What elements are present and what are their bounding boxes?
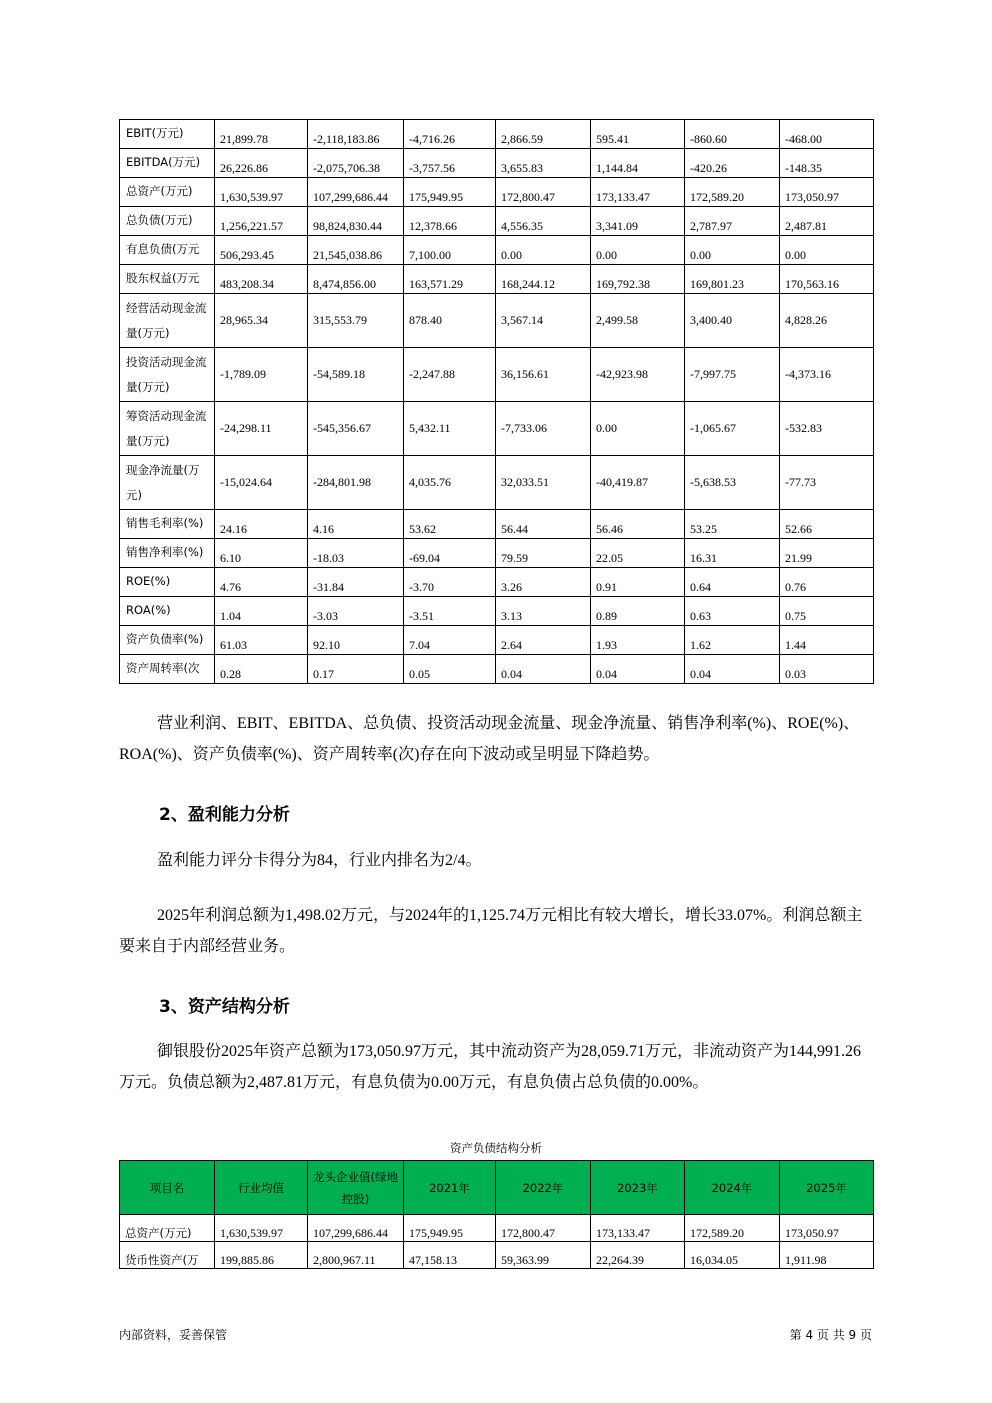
table-cell: 4,035.76 [404, 456, 496, 510]
table-cell: 28,965.34 [215, 294, 308, 348]
table-cell: -284,801.98 [308, 456, 404, 510]
table-cell: 53.25 [685, 510, 780, 539]
table-cell: 59,363.99 [496, 1242, 591, 1269]
table-cell: -148.35 [780, 149, 874, 178]
table-row [120, 178, 874, 207]
table-cell: 4.16 [308, 510, 404, 539]
asset-structure-paragraph [119, 1036, 875, 1098]
table-cell: 107,299,686.44 [308, 1215, 404, 1242]
table-cell: -860.60 [685, 120, 780, 149]
table-cell: 7.04 [404, 626, 496, 655]
table-cell: 1.62 [685, 626, 780, 655]
table-row [120, 402, 874, 456]
table-cell: 79.59 [496, 539, 591, 568]
table-cell: 6.10 [215, 539, 308, 568]
table-cell: 7,100.00 [404, 236, 496, 265]
table-cell: 0.04 [685, 655, 780, 684]
row-label: 总资产(万元) [120, 1215, 215, 1242]
table-cell: 3,341.09 [591, 207, 685, 236]
table-cell: -7,733.06 [496, 402, 591, 456]
table-cell: 199,885.86 [215, 1242, 308, 1269]
table-cell: 1.44 [780, 626, 874, 655]
section-heading-asset-structure: 3、资产结构分析 [159, 997, 290, 1017]
table-cell: -77.73 [780, 456, 874, 510]
table-cell: 2,866.59 [496, 120, 591, 149]
profit-growth-paragraph [119, 900, 875, 962]
row-label: 股东权益(万元 [120, 265, 215, 294]
row-label: 总负债(万元) [120, 207, 215, 236]
row-label: 筹资活动现金流量(万元) [120, 402, 215, 456]
table-cell: 878.40 [404, 294, 496, 348]
table-cell: 0.17 [308, 655, 404, 684]
table-cell: 61.03 [215, 626, 308, 655]
table-cell: -2,247.88 [404, 348, 496, 402]
table-cell: 0.76 [780, 568, 874, 597]
balance-structure-table [119, 1160, 874, 1269]
table-cell: 1,630,539.97 [215, 178, 308, 207]
table-cell: -2,075,706.38 [308, 149, 404, 178]
table-cell: 0.00 [780, 236, 874, 265]
table-cell: 0.03 [780, 655, 874, 684]
financial-indicators-table [119, 119, 874, 684]
table-cell: 47,158.13 [404, 1242, 496, 1269]
table-cell: 0.75 [780, 597, 874, 626]
table-cell: -3.70 [404, 568, 496, 597]
table-cell: 16,034.05 [685, 1242, 780, 1269]
table-cell: 173,133.47 [591, 1215, 685, 1242]
row-label: ROE(%) [120, 568, 215, 597]
row-label: 销售毛利率(%) [120, 510, 215, 539]
table-cell: 52.66 [780, 510, 874, 539]
table-cell: 1,144.84 [591, 149, 685, 178]
table-cell: 3.13 [496, 597, 591, 626]
table-cell: 173,050.97 [780, 178, 874, 207]
table-cell: 2.64 [496, 626, 591, 655]
table-cell: -420.26 [685, 149, 780, 178]
table-cell: 1,911.98 [780, 1242, 874, 1269]
table-cell: 506,293.45 [215, 236, 308, 265]
table-cell: 5,432.11 [404, 402, 496, 456]
table-cell: 1,630,539.97 [215, 1215, 308, 1242]
table-cell: 2,787.97 [685, 207, 780, 236]
table-row [120, 236, 874, 265]
row-label: 销售净利率(%) [120, 539, 215, 568]
table-cell: 483,208.34 [215, 265, 308, 294]
table-row [120, 626, 874, 655]
table-cell: -1,789.09 [215, 348, 308, 402]
table-cell: 172,589.20 [685, 178, 780, 207]
footer-page-number: 第 4 页 共 9 页 [789, 1328, 872, 1342]
table-cell: 21,899.78 [215, 120, 308, 149]
row-label: 货币性资产(万 [120, 1242, 215, 1269]
table-cell: 163,571.29 [404, 265, 496, 294]
table-cell: 2,800,967.11 [308, 1242, 404, 1269]
table-row [120, 120, 874, 149]
table-cell: -15,024.64 [215, 456, 308, 510]
table-cell: -545,356.67 [308, 402, 404, 456]
table-cell: 0.00 [591, 402, 685, 456]
table-cell: 4,828.26 [780, 294, 874, 348]
row-label: 有息负债(万元 [120, 236, 215, 265]
table-row [120, 207, 874, 236]
column-header: 2022年 [496, 1161, 591, 1215]
table-cell: 0.00 [496, 236, 591, 265]
table-cell: 0.00 [591, 236, 685, 265]
table-cell: 0.89 [591, 597, 685, 626]
table-cell: 0.91 [591, 568, 685, 597]
table-cell: 32,033.51 [496, 456, 591, 510]
column-header: 2024年 [685, 1161, 780, 1215]
table-cell: 2,487.81 [780, 207, 874, 236]
table-row [120, 265, 874, 294]
row-label: ROA(%) [120, 597, 215, 626]
profitability-score-paragraph [119, 845, 875, 876]
table-cell: 0.64 [685, 568, 780, 597]
table-cell: 0.04 [591, 655, 685, 684]
table-cell: 12,378.66 [404, 207, 496, 236]
table-cell: 107,299,686.44 [308, 178, 404, 207]
table-cell: 175,949.95 [404, 1215, 496, 1242]
section-heading-profitability: 2、盈利能力分析 [159, 805, 290, 825]
table-cell: 315,553.79 [308, 294, 404, 348]
table-cell: 3.26 [496, 568, 591, 597]
table-cell: -42,923.98 [591, 348, 685, 402]
table-cell: 56.46 [591, 510, 685, 539]
table-cell: 173,050.97 [780, 1215, 874, 1242]
row-label: 资产负债率(%) [120, 626, 215, 655]
table-cell: -7,997.75 [685, 348, 780, 402]
table-cell: 3,400.40 [685, 294, 780, 348]
table-cell: 98,824,830.44 [308, 207, 404, 236]
table-cell: -4,716.26 [404, 120, 496, 149]
table-cell: -40,419.87 [591, 456, 685, 510]
table-cell: 24.16 [215, 510, 308, 539]
table-cell: 2,499.58 [591, 294, 685, 348]
table-cell: -54,589.18 [308, 348, 404, 402]
table-cell: 3,655.83 [496, 149, 591, 178]
table-cell: 0.05 [404, 655, 496, 684]
column-header: 2023年 [591, 1161, 685, 1215]
table-row [120, 655, 874, 684]
table-row [120, 456, 874, 510]
table-cell: -4,373.16 [780, 348, 874, 402]
table-cell: 1.93 [591, 626, 685, 655]
balance-table-body [120, 1161, 874, 1269]
table-cell: 26,226.86 [215, 149, 308, 178]
table-cell: 172,800.47 [496, 178, 591, 207]
asset-structure-text: 御银股份2025年资产总额为173,050.97万元，其中流动资产为28,059.71万元，非流动资产为144,991.26万元。负债总额为2,487.81万元，有息负债为0.00万元，有息负债占总负债的0.00%。 [119, 1043, 862, 1091]
table-cell: 172,589.20 [685, 1215, 780, 1242]
table-cell: 0.00 [685, 236, 780, 265]
row-label: 资产周转率(次 [120, 655, 215, 684]
table-cell: 172,800.47 [496, 1215, 591, 1242]
table-row [120, 149, 874, 178]
table-cell: -1,065.67 [685, 402, 780, 456]
trend-paragraph [119, 708, 875, 770]
column-header: 龙头企业值(绿地控股) [308, 1161, 404, 1215]
footer-confidential-note: 内部资料，妥善保管 [119, 1328, 228, 1342]
table-cell: 0.63 [685, 597, 780, 626]
table-row [120, 539, 874, 568]
row-label: EBITDA(万元) [120, 149, 215, 178]
table-cell: -24,298.11 [215, 402, 308, 456]
table-row [120, 1242, 874, 1269]
table-header-row [120, 1161, 874, 1215]
profitability-score-text: 盈利能力评分卡得分为84，行业内排名为2/4。 [157, 852, 482, 869]
table-cell: -3.51 [404, 597, 496, 626]
table-cell: 4,556.35 [496, 207, 591, 236]
table-cell: 22,264.39 [591, 1242, 685, 1269]
table-cell: -3.03 [308, 597, 404, 626]
table-cell: 1,256,221.57 [215, 207, 308, 236]
table-cell: 0.04 [496, 655, 591, 684]
table-cell: 22.05 [591, 539, 685, 568]
table-cell: -18.03 [308, 539, 404, 568]
table-cell: 56.44 [496, 510, 591, 539]
column-header: 项目名 [120, 1161, 215, 1215]
row-label: 现金净流量(万元) [120, 456, 215, 510]
row-label: EBIT(万元) [120, 120, 215, 149]
table-cell: -69.04 [404, 539, 496, 568]
table-cell: 173,133.47 [591, 178, 685, 207]
table-cell: 21,545,038.86 [308, 236, 404, 265]
table-row [120, 510, 874, 539]
table-cell: 169,792.38 [591, 265, 685, 294]
table-cell: -2,118,183.86 [308, 120, 404, 149]
table-cell: 169,801.23 [685, 265, 780, 294]
table-cell: 3,567.14 [496, 294, 591, 348]
table-cell: 0.28 [215, 655, 308, 684]
table-cell: -5,638.53 [685, 456, 780, 510]
table-cell: 168,244.12 [496, 265, 591, 294]
table-row [120, 568, 874, 597]
table-cell: -532.83 [780, 402, 874, 456]
table-cell: 175,949.95 [404, 178, 496, 207]
row-label: 投资活动现金流量(万元) [120, 348, 215, 402]
row-label: 总资产(万元) [120, 178, 215, 207]
row-label: 经营活动现金流量(万元) [120, 294, 215, 348]
column-header: 行业均值 [215, 1161, 308, 1215]
table-cell: 53.62 [404, 510, 496, 539]
column-header: 2021年 [404, 1161, 496, 1215]
balance-table-caption: 资产负债结构分析 [450, 1141, 542, 1155]
profit-growth-text: 2025年利润总额为1,498.02万元，与2024年的1,125.74万元相比有较大增长，增长33.07%。利润总额主要来自于内部经营业务。 [119, 907, 863, 955]
financial-table-body [120, 120, 874, 684]
table-row [120, 597, 874, 626]
table-cell: -3,757.56 [404, 149, 496, 178]
table-row [120, 348, 874, 402]
table-cell: 595.41 [591, 120, 685, 149]
table-cell: 4.76 [215, 568, 308, 597]
table-cell: 8,474,856.00 [308, 265, 404, 294]
table-cell: 21.99 [780, 539, 874, 568]
table-cell: 36,156.61 [496, 348, 591, 402]
column-header: 2025年 [780, 1161, 874, 1215]
table-cell: -31.84 [308, 568, 404, 597]
table-cell: 16.31 [685, 539, 780, 568]
table-cell: 170,563.16 [780, 265, 874, 294]
table-cell: -468.00 [780, 120, 874, 149]
trend-text: 营业利润、EBIT、EBITDA、总负债、投资活动现金流量、现金净流量、销售净利率(%)、ROE(%)、ROA(%)、资产负债率(%)、资产周转率(次)存在向下波动或呈明显下降趋势。 [119, 715, 860, 763]
table-row [120, 1215, 874, 1242]
table-cell: 92.10 [308, 626, 404, 655]
table-cell: 1.04 [215, 597, 308, 626]
table-row [120, 294, 874, 348]
